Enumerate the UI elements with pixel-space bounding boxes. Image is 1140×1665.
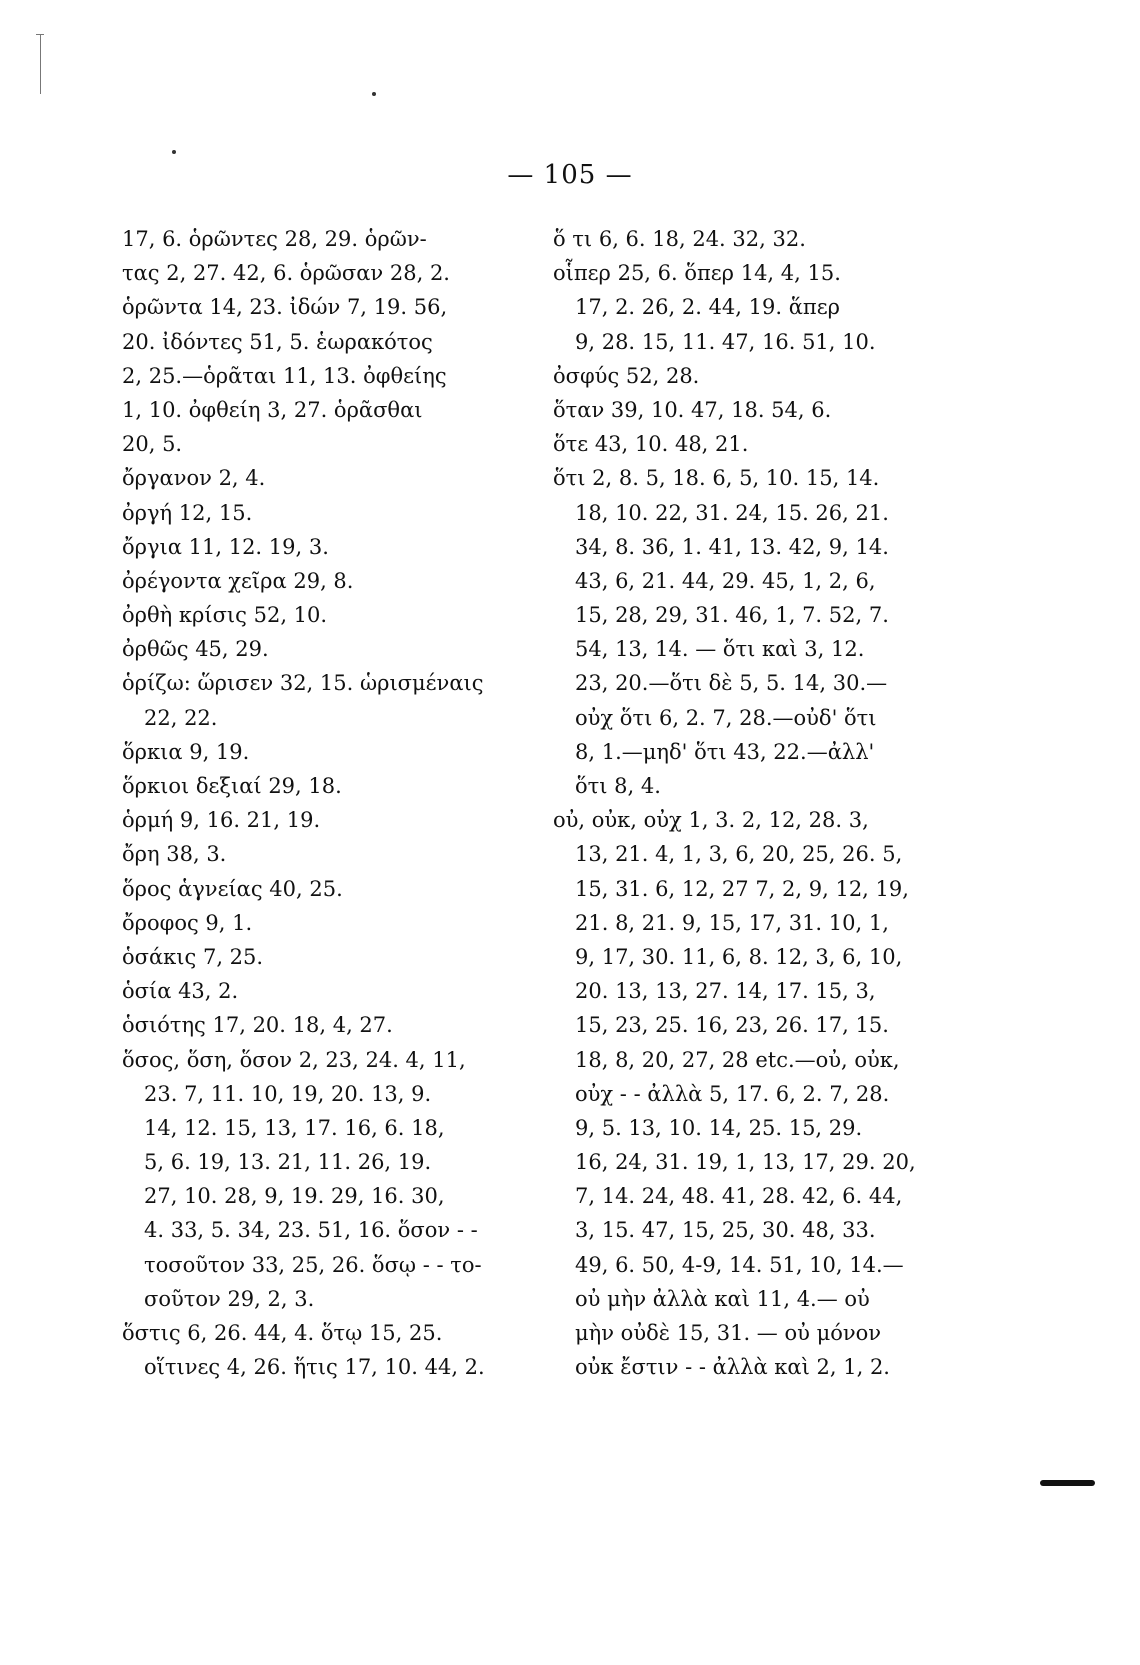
index-line: οἵτινες 4, 26. ἥτις 17, 10. 44, 2. bbox=[144, 1355, 485, 1380]
index-line: 3, 15. 47, 15, 25, 30. 48, 33. bbox=[575, 1218, 876, 1243]
index-line: 34, 8. 36, 1. 41, 13. 42, 9, 14. bbox=[575, 534, 889, 559]
index-line: ὁσάκις 7, 25. bbox=[122, 944, 264, 969]
index-line: 23, 20.—ὅτι δὲ 5, 5. 14, 30.— bbox=[575, 671, 888, 696]
index-line: ὅτε 43, 10. 48, 21. bbox=[553, 432, 749, 457]
index-line: ὅτι 2, 8. 5, 18. 6, 5, 10. 15, 14. bbox=[553, 466, 880, 491]
index-line: 4. 33, 5. 34, 23. 51, 16. ὅσον - - bbox=[144, 1218, 478, 1243]
index-line: 1, 10. ὀφθείη 3, 27. ὁρᾶσθαι bbox=[122, 397, 423, 422]
index-line: οὐχ - - ἀλλὰ 5, 17. 6, 2. 7, 28. bbox=[575, 1081, 890, 1106]
index-line: 17, 2. 26, 2. 44, 19. ἅπερ bbox=[575, 295, 840, 320]
index-column-right bbox=[553, 222, 933, 1384]
stray-dot bbox=[372, 92, 376, 96]
index-line: ὅ τι 6, 6. 18, 24. 32, 32. bbox=[553, 227, 806, 251]
index-line: ὅσος, ὅση, ὅσον 2, 23, 24. 4, 11, bbox=[122, 1047, 466, 1072]
index-line: ὁρίζω: ὥρισεν 32, 15. ὡρισμέναις bbox=[122, 671, 484, 696]
index-line: 9, 5. 13, 10. 14, 25. 15, 29. bbox=[575, 1115, 863, 1140]
index-line: 27, 10. 28, 9, 19. 29, 16. 30, bbox=[144, 1184, 445, 1209]
index-line: ὁσία 43, 2. bbox=[122, 979, 239, 1004]
index-line: ὁρμή 9, 16. 21, 19. bbox=[122, 808, 321, 833]
index-line: μὴν οὐδὲ 15, 31. — οὐ μόνον bbox=[575, 1321, 882, 1345]
index-line: 2, 25.—ὁρᾶται 11, 13. ὀφθείης bbox=[122, 363, 447, 388]
index-line: οἷπερ 25, 6. ὅπερ 14, 4, 15. bbox=[553, 261, 841, 286]
index-line: ὀρθὴ κρίσις 52, 10. bbox=[122, 603, 328, 628]
index-line: 8, 1.—μηδ' ὅτι 43, 22.—ἀλλ' bbox=[575, 739, 875, 764]
index-line: ὄρη 38, 3. bbox=[122, 842, 227, 867]
index-line: 20. 13, 13, 27. 14, 17. 15, 3, bbox=[575, 979, 876, 1004]
index-line: ὄργανον 2, 4. bbox=[122, 466, 266, 491]
index-line: ὀργή 12, 15. bbox=[122, 500, 253, 525]
crop-mark-corner bbox=[36, 34, 44, 35]
index-line: ὄροφος 9, 1. bbox=[122, 910, 253, 935]
index-line: 7, 14. 24, 48. 41, 28. 42, 6. 44, bbox=[575, 1184, 903, 1209]
index-line: οὐχ ὅτι 6, 2. 7, 28.—οὐδ' ὅτι bbox=[575, 705, 877, 730]
index-line: οὐ, οὐκ, οὐχ 1, 3. 2, 12, 28. 3, bbox=[553, 808, 869, 833]
index-line: 13, 21. 4, 1, 3, 6, 20, 25, 26. 5, bbox=[575, 842, 903, 867]
page-number: — 105 — bbox=[507, 160, 633, 190]
index-line: 18, 10. 22, 31. 24, 15. 26, 21. bbox=[575, 500, 889, 525]
index-line: σοῦτον 29, 2, 3. bbox=[144, 1286, 315, 1311]
index-line: 54, 13, 14. — ὅτι καὶ 3, 12. bbox=[575, 637, 865, 662]
index-line: ὅρκια 9, 19. bbox=[122, 739, 250, 764]
stray-dot bbox=[172, 150, 176, 154]
index-line: ὅρκιοι δεξιαί 29, 18. bbox=[122, 774, 342, 798]
index-line: ὄργια 11, 12. 19, 3. bbox=[122, 534, 329, 559]
index-line: οὐκ ἔστιν - - ἀλλὰ καὶ 2, 1, 2. bbox=[575, 1355, 890, 1380]
index-line: ὀρέγοντα χεῖρα 29, 8. bbox=[122, 568, 354, 593]
crop-mark bbox=[40, 34, 41, 94]
index-line: 20, 5. bbox=[122, 432, 183, 457]
stray-dash-mark bbox=[1040, 1480, 1095, 1486]
index-line: 18, 8, 20, 27, 28 etc.—οὐ, οὐκ, bbox=[575, 1047, 900, 1072]
index-line: 9, 17, 30. 11, 6, 8. 12, 3, 6, 10, bbox=[575, 944, 903, 969]
index-line: 14, 12. 15, 13, 17. 16, 6. 18, bbox=[144, 1115, 445, 1140]
index-line: 16, 24, 31. 19, 1, 13, 17, 29. 20, bbox=[575, 1150, 916, 1175]
index-line: 21. 8, 21. 9, 15, 17, 31. 10, 1, bbox=[575, 910, 889, 935]
index-line: τοσοῦτον 33, 25, 26. ὅσῳ - - το- bbox=[144, 1252, 482, 1277]
index-line: 5, 6. 19, 13. 21, 11. 26, 19. bbox=[144, 1150, 432, 1175]
index-line: ὅτι 8, 4. bbox=[575, 774, 661, 798]
index-line: ὀρθῶς 45, 29. bbox=[122, 637, 269, 662]
index-line: 9, 28. 15, 11. 47, 16. 51, 10. bbox=[575, 329, 876, 354]
index-line: 43, 6, 21. 44, 29. 45, 1, 2, 6, bbox=[575, 568, 876, 593]
index-line: ὁσιότης 17, 20. 18, 4, 27. bbox=[122, 1013, 393, 1038]
index-line: 17, 6. ὁρῶντες 28, 29. ὁρῶν- bbox=[122, 227, 427, 251]
index-line: ὅταν 39, 10. 47, 18. 54, 6. bbox=[553, 397, 832, 422]
index-line: οὐ μὴν ἀλλὰ καὶ 11, 4.— οὐ bbox=[575, 1286, 870, 1311]
index-line: 22, 22. bbox=[144, 705, 218, 730]
index-line: ὅρος ἁγνείας 40, 25. bbox=[122, 876, 343, 901]
index-line: 20. ἰδόντες 51, 5. ἑωρακότος bbox=[122, 329, 433, 354]
index-line: 49, 6. 50, 4-9, 14. 51, 10, 14.— bbox=[575, 1252, 904, 1277]
index-line: 15, 28, 29, 31. 46, 1, 7. 52, 7. bbox=[575, 603, 889, 628]
index-line: 15, 31. 6, 12, 27 7, 2, 9, 12, 19, bbox=[575, 876, 909, 901]
index-line: ὁρῶντα 14, 23. ἰδών 7, 19. 56, bbox=[122, 295, 448, 320]
index-line: 23. 7, 11. 10, 19, 20. 13, 9. bbox=[144, 1081, 432, 1106]
index-column-left bbox=[122, 222, 502, 1384]
index-line: 15, 23, 25. 16, 23, 26. 17, 15. bbox=[575, 1013, 889, 1038]
index-line: ὀσφύς 52, 28. bbox=[553, 363, 700, 388]
index-line: τας 2, 27. 42, 6. ὁρῶσαν 28, 2. bbox=[122, 261, 450, 286]
index-line: ὅστις 6, 26. 44, 4. ὅτῳ 15, 25. bbox=[122, 1321, 443, 1345]
